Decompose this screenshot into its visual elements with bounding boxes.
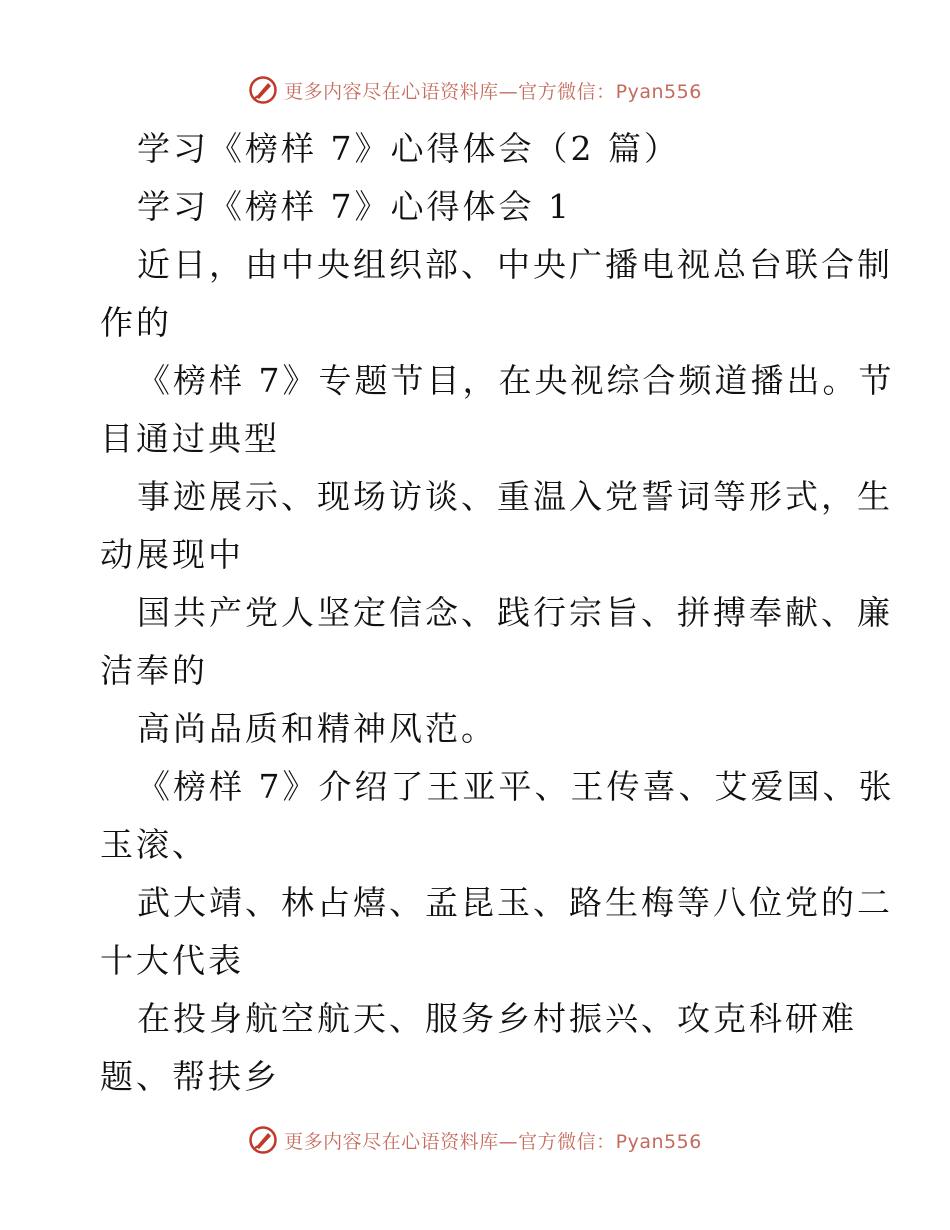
quill-logo-icon <box>248 75 278 105</box>
paragraph-line: 近日，由中央组织部、中央广播电视总台联合制 <box>137 245 893 284</box>
paragraph-line: 题、帮扶乡 <box>100 1057 280 1096</box>
footer-banner-label: 更多内容尽在心语资料库—官方微信： <box>284 1130 616 1153</box>
header-banner-text <box>284 77 702 104</box>
paragraph-line: 作的 <box>100 303 172 342</box>
paragraph-line: 洁奉的 <box>100 651 208 690</box>
header-banner-label: 更多内容尽在心语资料库—官方微信： <box>284 80 616 103</box>
document-body <box>100 120 895 1106</box>
paragraph-line: 《榜样 7》介绍了王亚平、王传喜、艾爱国、张 <box>137 767 895 806</box>
paragraph-line: 动展现中 <box>100 535 244 574</box>
header-wechat-id: Pyan556 <box>615 80 702 103</box>
paragraph-line: 武大靖、林占熺、孟昆玉、路生梅等八位党的二 <box>137 883 893 922</box>
paragraph-line: 玉滚、 <box>100 825 208 864</box>
paragraph-line: 在投身航空航天、服务乡村振兴、攻克科研难 <box>137 999 857 1038</box>
paragraph-line: 高尚品质和精神风范。 <box>137 709 497 748</box>
paragraph-line: 《榜样 7》专题节目，在央视综合频道播出。节 <box>137 361 895 400</box>
paragraph-line: 十大代表 <box>100 941 244 980</box>
footer-wechat-id: Pyan556 <box>615 1130 702 1153</box>
paragraph-line: 国共产党人坚定信念、践行宗旨、拼搏奉献、廉 <box>137 593 893 632</box>
paragraph-line: 目通过典型 <box>100 419 280 458</box>
section-heading: 学习《榜样 7》心得体会 1 <box>137 187 572 226</box>
footer-banner <box>0 1120 950 1160</box>
header-banner <box>0 70 950 110</box>
paragraph-line: 事迹展示、现场访谈、重温入党誓词等形式，生 <box>137 477 893 516</box>
footer-banner-text <box>284 1127 702 1154</box>
document-title: 学习《榜样 7》心得体会（2 篇） <box>137 129 680 168</box>
quill-logo-icon <box>248 1125 278 1155</box>
